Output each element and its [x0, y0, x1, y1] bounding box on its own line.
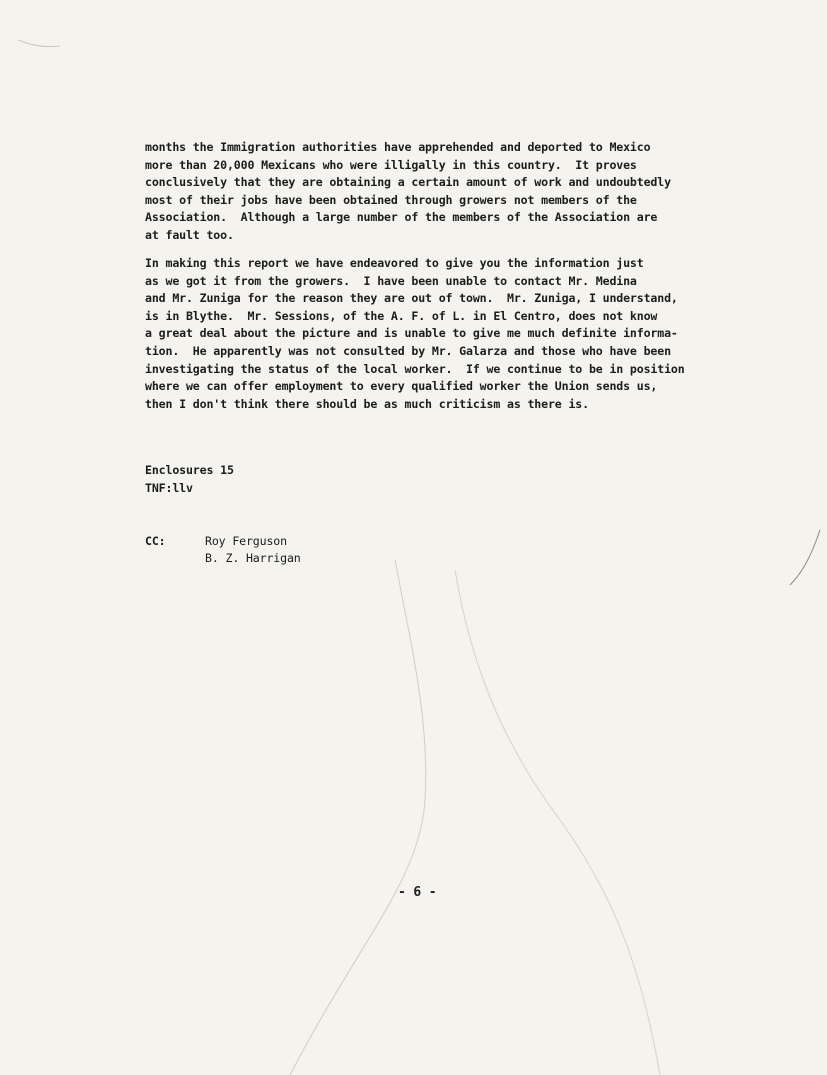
text-line: In making this report we have endeavored to give you the information just [145, 256, 644, 270]
body-paragraph-1 [145, 139, 671, 245]
text-line: where we can offer employment to every qualified worker the Union sends us, [145, 379, 658, 394]
text-line: most of their jobs have been obtained through growers not members of the [145, 192, 637, 207]
text-line: tion. He apparently was not consulted by Mr. Galarza and those who have been [145, 343, 671, 358]
text-line: a great deal about the picture and is unable to give me much definite informa- [145, 326, 678, 341]
text-line: then I don't think there should be as much criticism as there is. [145, 396, 589, 411]
page-number: - 6 - [398, 885, 437, 900]
text-line: conclusively that they are obtaining a certain amount of work and undoubtedly [145, 175, 671, 190]
cc-recipient: B. Z. Harrigan [205, 551, 301, 565]
cc-recipient: Roy Ferguson [205, 534, 287, 548]
text-line: and Mr. Zuniga for the reason they are out of town. Mr. Zuniga, I understand, [145, 291, 678, 306]
text-line: Association. Although a large number of the members of the Association are [145, 210, 658, 225]
text-line: at fault too. [145, 227, 234, 242]
text-line: months the Immigration authorities have apprehended and deported to Mexico [145, 140, 651, 154]
text-line: more than 20,000 Mexicans who were illigally in this country. It proves [145, 157, 637, 172]
body-paragraph-2 [145, 255, 685, 413]
cc-label: CC: [145, 534, 166, 548]
text-line: as we got it from the growers. I have been unable to contact Mr. Medina [145, 273, 637, 288]
typist-initials: TNF:llv [145, 481, 193, 495]
text-line: is in Blythe. Mr. Sessions, of the A. F. of L. in El Centro, does not know [145, 308, 658, 323]
enclosures-note: Enclosures 15 [145, 463, 234, 477]
text-line: investigating the status of the local worker. If we continue to be in position [145, 361, 685, 376]
